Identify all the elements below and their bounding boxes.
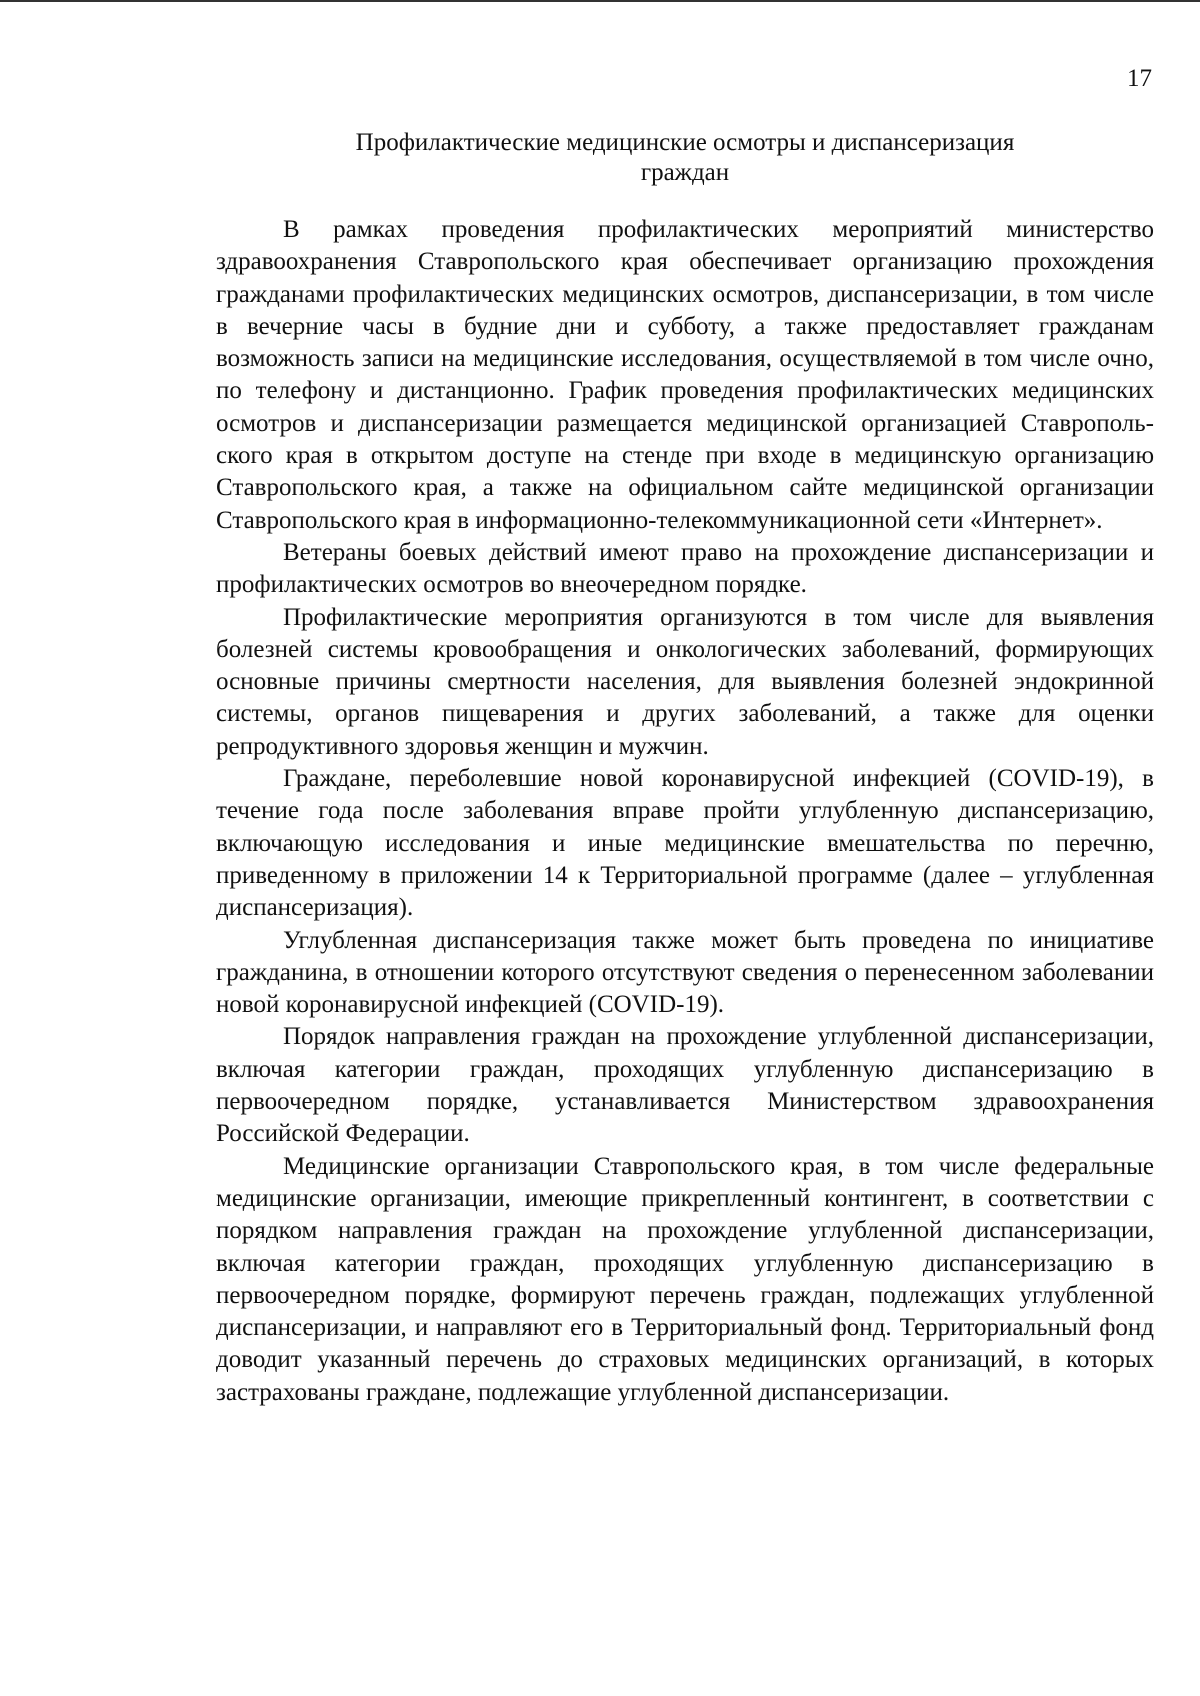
- section-title: [216, 128, 1154, 188]
- page-number: 17: [1127, 65, 1152, 92]
- paragraph-combat-veterans: Ветераны боевых действий имеют право на прохождение диспансеризации и профилактических осмотров во внеочередном порядке.: [216, 538, 1154, 599]
- paragraph-preventive-goals: Профилактические мероприятия организуются в том числе для выявления болезней системы кровообращения и онкологических заболеваний, формирующих основные причины смертности населения, для выявления болезней эндокринной системы, органов пищеварения и других заболеваний, а также для оценки репродуктивного здоровья женщин и мужчин.: [216, 603, 1154, 760]
- paragraph-citizen-initiative: Углубленная диспансеризация также может быть проведена по инициативе гражданина, в отношении которого отсутствуют сведения о перенесенном заболевании новой коронавирусной инфекцией (COVID-19).: [216, 926, 1154, 1019]
- top-edge-line: [0, 0, 1200, 2]
- section-title-line-1: Профилактические медицинские осмотры и диспансеризация: [355, 129, 1015, 156]
- paragraph-medical-organizations: Медицинские организации Ставропольского края, в том числе федеральные медицинские организации, имеющие прикрепленный контингент, в соответствии с порядком направления граждан на прохождение углубленной диспансеризации, включая категории граждан, проходящих углубленную диспансеризацию в первоочередном порядке, формируют перечень граждан, подлежащих углубленной диспансеризации, и направляют его в Территориальный фонд. Территориальный фонд доводит указанный перечень до страховых медицинских организаций, в которых застрахованы граждане, подлежащие углубленной диспансеризации.: [216, 1152, 1154, 1406]
- document-body: [216, 128, 1154, 1409]
- section-title-line-2: граждан: [640, 159, 730, 186]
- paragraph-covid-recovered: Граждане, переболевшие новой коронавирусной инфекцией (COVID-19), в течение года после заболевания вправе пройти углубленную диспансеризацию, включающую исследования и иные медицинские вмешательства по перечню, приведенному в приложении 14 к Территориальной программе (далее – углубленная диспансеризация).: [216, 765, 1154, 922]
- paragraph-preventive-measures: В рамках проведения профилактических мероприятий министерство здравоохранения Ставропольского края обеспечивает организацию прохождения гражданами профилактических медицинских осмотров, диспансеризации, в том числе в вечерние часы в будние дни и субботу, а также предоставляет гражданам возможность записи на медицинские исследования, осуществляемой в том числе очно, по телефону и дистанционно. График проведения профилактических медицинских осмотров и диспансеризации размещается медицинской организацией Ставропольского края в открытом доступе на стенде при входе в медицинскую организацию Ставропольского края, а также на официальном сайте медицинской организации Ставропольского края в информационно-телекоммуникационной сети «Интернет».: [216, 216, 1154, 534]
- paragraph-referral-procedure: Порядок направления граждан на прохождение углубленной диспансеризации, включая категории граждан, проходящих углубленную диспансеризацию в первоочередном порядке, устанавливается Министерством здравоохранения Российской Федерации.: [216, 1023, 1154, 1148]
